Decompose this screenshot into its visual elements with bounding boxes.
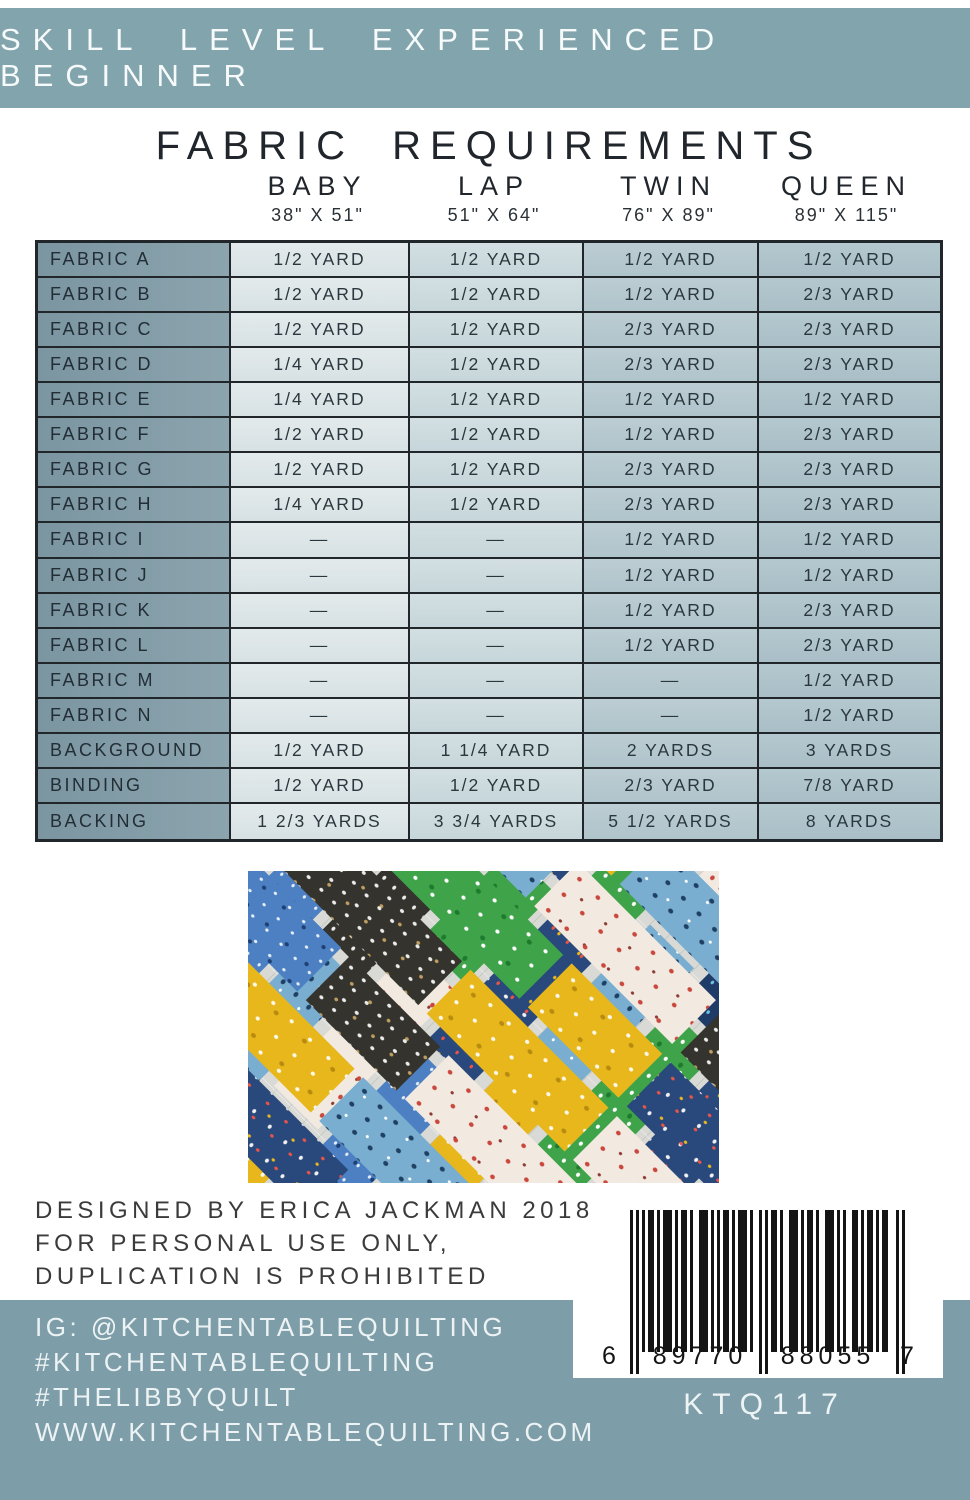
cell-baby: —: [231, 594, 410, 629]
cell-lap: —: [410, 559, 584, 594]
quilt-weave-diagonal-down: [248, 871, 719, 1183]
row-label: FABRIC K: [38, 594, 231, 629]
barcode: [600, 1210, 930, 1380]
cell-twin: 1/2 YARD: [584, 278, 759, 313]
size-name: LAP: [457, 171, 531, 201]
cell-twin: 2 YARDS: [584, 734, 759, 769]
cell-lap: —: [410, 523, 584, 558]
cell-baby: —: [231, 664, 410, 699]
row-label: FABRIC G: [38, 453, 231, 488]
size-name: TWIN: [620, 171, 717, 201]
cell-baby: —: [231, 699, 410, 734]
cell-twin: 2/3 YARD: [584, 348, 759, 383]
row-label: FABRIC D: [38, 348, 231, 383]
row-label: FABRIC N: [38, 699, 231, 734]
designer-credits: [35, 1194, 594, 1293]
cell-lap: 1/2 YARD: [410, 383, 584, 418]
cell-twin: 2/3 YARD: [584, 453, 759, 488]
cell-queen: 2/3 YARD: [759, 629, 940, 664]
cell-baby: 1/2 YARD: [231, 418, 410, 453]
fabric-requirements-title: FABRIC REQUIREMENTS: [155, 124, 823, 168]
cell-lap: —: [410, 629, 584, 664]
cell-queen: 2/3 YARD: [759, 348, 940, 383]
cell-twin: —: [584, 699, 759, 734]
cell-baby: 1/4 YARD: [231, 383, 410, 418]
row-label: FABRIC F: [38, 418, 231, 453]
row-label: FABRIC J: [38, 559, 231, 594]
cell-baby: 1/2 YARD: [231, 734, 410, 769]
credits-line: DESIGNED BY ERICA JACKMAN 2018: [35, 1197, 594, 1224]
cell-baby: —: [231, 559, 410, 594]
footer-links: [35, 1310, 596, 1450]
column-header-lap: [407, 170, 581, 228]
cell-lap: 1/2 YARD: [410, 243, 584, 278]
cell-lap: 1/2 YARD: [410, 769, 584, 804]
cell-queen: 7/8 YARD: [759, 769, 940, 804]
cell-lap: —: [410, 664, 584, 699]
row-label: FABRIC E: [38, 383, 231, 418]
row-label: FABRIC I: [38, 523, 231, 558]
size-dimensions: 76" X 89": [622, 205, 715, 225]
cell-lap: —: [410, 699, 584, 734]
size-dimensions: 38" X 51": [271, 205, 364, 225]
cell-lap: 3 3/4 YARDS: [410, 804, 584, 839]
hashtag-thelibbyquilt: #THELIBBYQUILT: [35, 1382, 299, 1412]
cell-baby: —: [231, 629, 410, 664]
cell-queen: 2/3 YARD: [759, 594, 940, 629]
cell-queen: 1/2 YARD: [759, 243, 940, 278]
row-label: FABRIC C: [38, 313, 231, 348]
cell-lap: 1/2 YARD: [410, 348, 584, 383]
cell-twin: 1/2 YARD: [584, 523, 759, 558]
cell-twin: 1/2 YARD: [584, 243, 759, 278]
cell-twin: 2/3 YARD: [584, 313, 759, 348]
cell-queen: 2/3 YARD: [759, 313, 940, 348]
row-label: FABRIC L: [38, 629, 231, 664]
size-name: BABY: [267, 171, 368, 201]
skill-level-text: SKILL LEVEL EXPERIENCED BEGINNER: [0, 22, 727, 93]
cell-twin: 1/2 YARD: [584, 383, 759, 418]
cell-baby: 1 2/3 YARDS: [231, 804, 410, 839]
cell-baby: 1/2 YARD: [231, 243, 410, 278]
barcode-digit-group1: 89770: [652, 1342, 748, 1370]
row-label: FABRIC B: [38, 278, 231, 313]
cell-lap: 1/2 YARD: [410, 313, 584, 348]
size-dimensions: 89" X 115": [794, 205, 899, 225]
cell-lap: —: [410, 594, 584, 629]
cell-queen: 1/2 YARD: [759, 383, 940, 418]
credits-line: DUPLICATION IS PROHIBITED: [35, 1263, 490, 1290]
website-url: WWW.KITCHENTABLEQUILTING.COM: [35, 1417, 596, 1447]
row-label: BACKGROUND: [38, 734, 231, 769]
cell-twin: 1/2 YARD: [584, 594, 759, 629]
row-label: BACKING: [38, 804, 231, 839]
cell-twin: 1/2 YARD: [584, 418, 759, 453]
cell-baby: —: [231, 523, 410, 558]
cell-queen: 2/3 YARD: [759, 488, 940, 523]
barcode-digit-right: 7: [900, 1342, 919, 1370]
row-label: FABRIC M: [38, 664, 231, 699]
cell-baby: 1/2 YARD: [231, 453, 410, 488]
cell-baby: 1/2 YARD: [231, 313, 410, 348]
cell-queen: 1/2 YARD: [759, 523, 940, 558]
cell-queen: 2/3 YARD: [759, 418, 940, 453]
cell-queen: 1/2 YARD: [759, 699, 940, 734]
cell-twin: —: [584, 664, 759, 699]
size-dimensions: 51" X 64": [447, 205, 541, 225]
cell-twin: 2/3 YARD: [584, 488, 759, 523]
cell-lap: 1 1/4 YARD: [410, 734, 584, 769]
cell-baby: 1/2 YARD: [231, 769, 410, 804]
header-spacer: [35, 170, 228, 228]
cell-queen: 8 YARDS: [759, 804, 940, 839]
skill-level-banner: [0, 8, 970, 108]
hashtag-kitchentablequilting: #KITCHENTABLEQUILTING: [35, 1347, 439, 1377]
quilt-photo: [248, 871, 719, 1183]
cell-baby: 1/2 YARD: [231, 278, 410, 313]
cell-twin: 1/2 YARD: [584, 629, 759, 664]
row-label: BINDING: [38, 769, 231, 804]
cell-twin: 1/2 YARD: [584, 559, 759, 594]
cell-lap: 1/2 YARD: [410, 418, 584, 453]
cell-lap: 1/2 YARD: [410, 453, 584, 488]
column-header-queen: [756, 170, 937, 228]
column-header-baby: [228, 170, 407, 228]
instagram-handle: IG: @KITCHENTABLEQUILTING: [35, 1312, 507, 1342]
cell-twin: 5 1/2 YARDS: [584, 804, 759, 839]
cell-lap: 1/2 YARD: [410, 488, 584, 523]
credits-line: FOR PERSONAL USE ONLY,: [35, 1230, 451, 1257]
cell-queen: 3 YARDS: [759, 734, 940, 769]
cell-queen: 1/2 YARD: [759, 559, 940, 594]
size-column-headers: [35, 170, 943, 228]
row-label: FABRIC H: [38, 488, 231, 523]
fabric-requirements-table: [35, 240, 943, 842]
row-label: FABRIC A: [38, 243, 231, 278]
cell-queen: 2/3 YARD: [759, 278, 940, 313]
size-name: QUEEN: [780, 171, 913, 201]
cell-queen: 1/2 YARD: [759, 664, 940, 699]
barcode-digit-group2: 88055: [780, 1342, 876, 1370]
cell-baby: 1/4 YARD: [231, 348, 410, 383]
column-header-twin: [581, 170, 756, 228]
cell-baby: 1/4 YARD: [231, 488, 410, 523]
cell-twin: 2/3 YARD: [584, 769, 759, 804]
barcode-digit-left: 6: [602, 1342, 621, 1370]
cell-lap: 1/2 YARD: [410, 278, 584, 313]
pattern-code: KTQ117: [683, 1388, 847, 1421]
cell-queen: 2/3 YARD: [759, 453, 940, 488]
